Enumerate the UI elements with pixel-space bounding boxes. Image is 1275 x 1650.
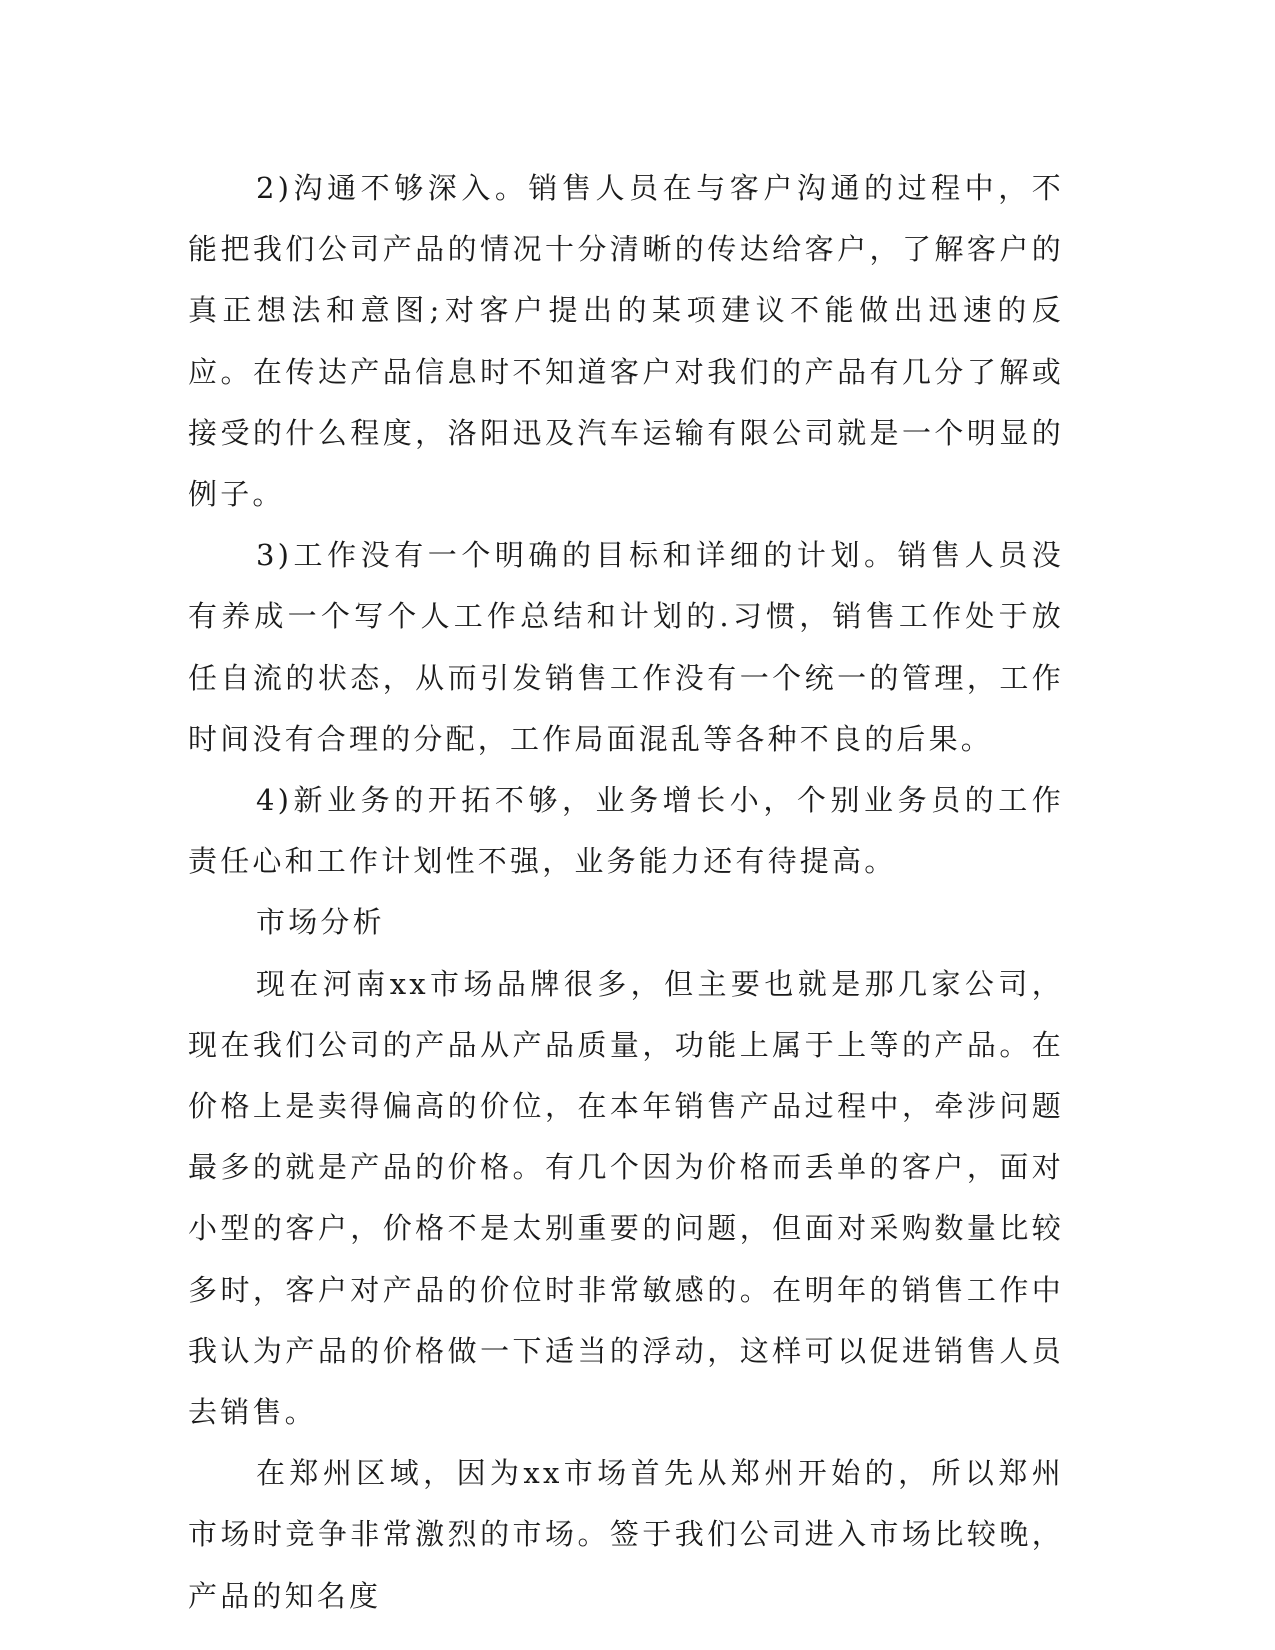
section-heading: 市场分析 xyxy=(256,905,385,940)
paragraph-zhengzhou-region: 在郑州区域，因为xx市场首先从郑州开始的，所以郑州市场时竞争非常激烈的市场。签于我们公司进入市场比较晚，产品的知名度 xyxy=(188,1456,1064,1613)
document-body xyxy=(188,158,1064,1627)
paragraph-new-business: 4)新业务的开拓不够，业务增长小，个别业务员的工作责任心和工作计划性不强，业务能力还有待提高。 xyxy=(188,783,1064,879)
paragraph-communication: 2)沟通不够深入。销售人员在与客户沟通的过程中，不能把我们公司产品的情况十分清晰的传达给客户，了解客户的真正想法和意图;对客户提出的某项建议不能做出迅速的反应。在传达产品信息时不知道客户对我们的产品有几分了解或接受的什么程度，洛阳迅及汽车运输有限公司就是一个明显的例子。 xyxy=(188,171,1064,512)
paragraph-planning: 3)工作没有一个明确的目标和详细的计划。销售人员没有养成一个写个人工作总结和计划的.习惯，销售工作处于放任自流的状态，从而引发销售工作没有一个统一的管理，工作时间没有合理的分配，工作局面混乱等各种不良的后果。 xyxy=(188,538,1064,756)
paragraph-market-overview: 现在河南xx市场品牌很多，但主要也就是那几家公司，现在我们公司的产品从产品质量，功能上属于上等的产品。在价格上是卖得偏高的价位，在本年销售产品过程中，牵涉问题最多的就是产品的价格。有几个因为价格而丢单的客户，面对小型的客户，价格不是太别重要的问题，但面对采购数量比较多时，客户对产品的价位时非常敏感的。在明年的销售工作中我认为产品的价格做一下适当的浮动，这样可以促进销售人员去销售。 xyxy=(188,966,1064,1430)
